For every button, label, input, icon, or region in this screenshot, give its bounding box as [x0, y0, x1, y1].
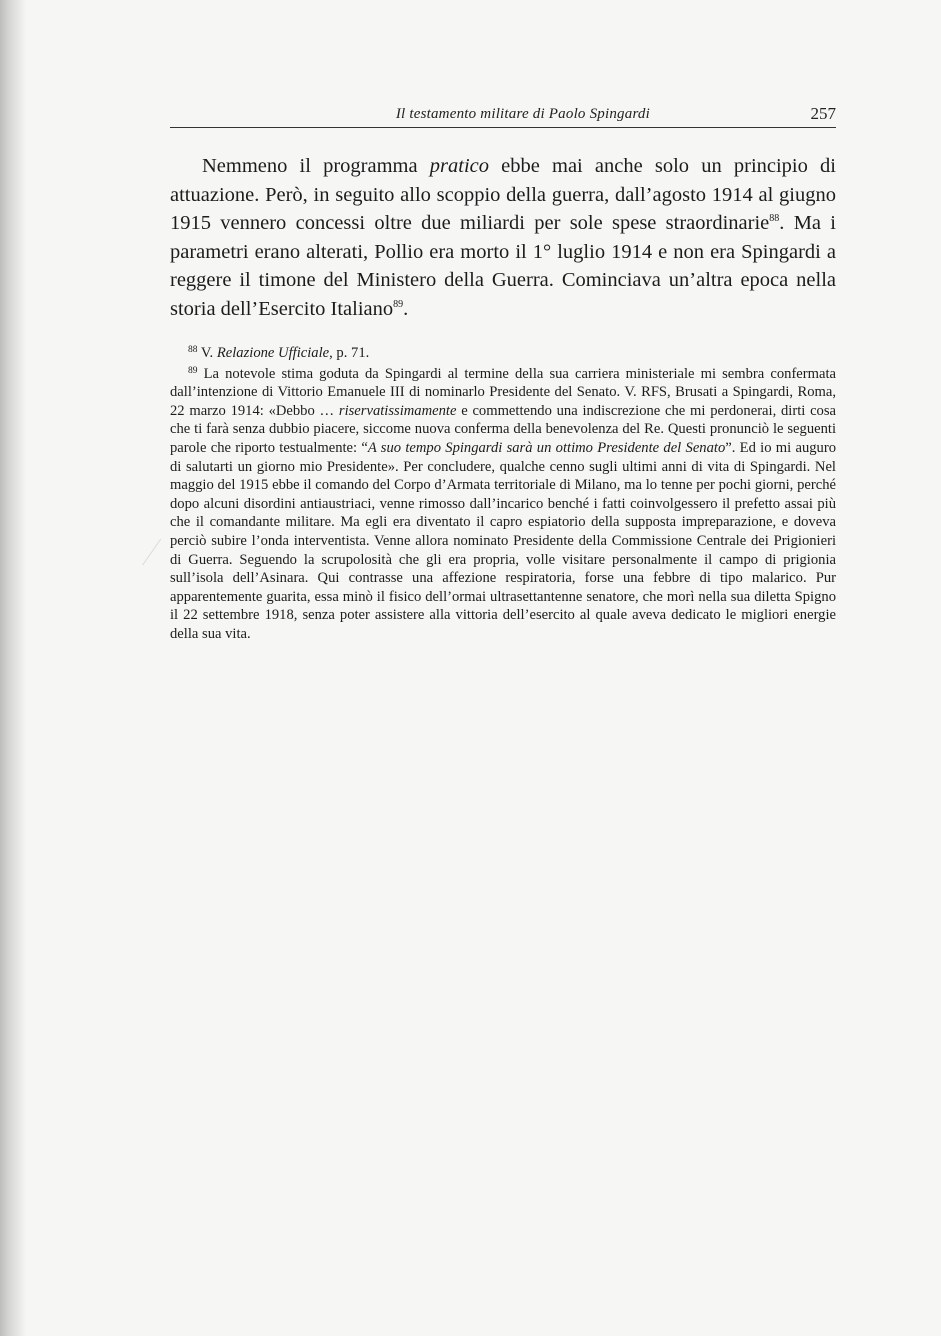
footnotes	[170, 344, 836, 646]
text-run: ebbe mai anche solo un principio di attuazione. Però, in seguito allo scoppio della guerra, dall’agosto 1914 al giugno 1915 vennero concessi oltre due miliardi per sole spese straordinarie	[170, 155, 836, 235]
pencil-mark	[142, 539, 173, 574]
header-rule	[170, 127, 836, 128]
emphasis: pratico	[429, 155, 489, 177]
main-text	[170, 152, 836, 324]
emphasis: Relazione Ufficiale	[216, 345, 330, 361]
page-binding-shadow	[0, 0, 26, 1336]
running-header	[170, 104, 836, 126]
text-run: e commettendo una indiscrezione che mi perdonerai, dirti cosa che ti farà senza dubbio piacere, siccome nuova conferma della benevolenza del Re. Questi pronunciò le seguenti parole che riporto testualmente: “	[170, 402, 836, 456]
text-run: Nemmeno il programma	[202, 155, 430, 177]
running-title: Il testamento militare di Paolo Spingardi	[395, 106, 650, 122]
text-run: . Ma i parametri erano alterati, Pollio era morto il 1° luglio 1914 e non era Spingardi a reggere il timone del Ministero della Guerra. Cominciava un’altra epoca nella storia dell’Esercito Italiano	[170, 212, 836, 320]
emphasis: A suo tempo Spingardi sarà un ottimo Presidente del Senato	[367, 439, 726, 456]
footnote-88	[170, 344, 836, 363]
footnote-ref-88[interactable]: 88	[769, 213, 780, 225]
text-run: , p. 71.	[329, 345, 370, 361]
footnote-ref-89[interactable]: 89	[393, 298, 404, 310]
footnote-number: 89	[188, 365, 198, 376]
footnote-89	[170, 365, 836, 644]
footnote-number: 88	[188, 345, 198, 355]
paragraph	[170, 152, 836, 324]
page-number: 257	[810, 104, 836, 123]
text-run: .	[403, 297, 409, 320]
text-run: V.	[200, 345, 217, 361]
text-run: La notevole stima goduta da Spingardi al termine della sua carriera ministeriale mi sembra confermata dall’intenzione di Vittorio Emanuele III di nominarlo Presidente del Senato. V. RFS, Brusati a Spingardi, Roma, 22 marzo 1914: «Debbo …	[170, 365, 836, 419]
text-run: ”. Ed io mi auguro di salutarti un giorno mio Presidente». Per concludere, qualche cenno sugli ultimi anni di vita di Spingardi. Nel maggio del 1915 ebbe il comando del Corpo d’Armata territoriale di Milano, ma lo tenne per pochi giorni, perché dopo alcuni disordini antiaustriaci, venne rimosso dall’incarico benché i fatti coinvolgessero il prefetto assai più che il comandante militare. Ma egli era diventato il capro espiatorio della supposta impreparazione, e doveva perciò subire l’onda interventista. Venne allora nominato Presidente della Commissione Centrale dei Prigionieri di Guerra. Seguendo la scrupolosità che gli era propria, volle visitare personalmente il campo di prigionia sull’isola dell’Asinara. Qui contrasse una affezione respiratoria, forse una febbre di tipo malarico. Pur apparentemente guarita, essa minò il fisico dell’ormai ultrasettantenne senatore, che morì nella sua diletta Spigno il 22 settembre 1918, senza poter assistere alla vittoria dell’esercito al quale aveva dedicato le migliori energie della sua vita.	[170, 439, 836, 642]
emphasis: riservatissimamente	[338, 402, 457, 419]
